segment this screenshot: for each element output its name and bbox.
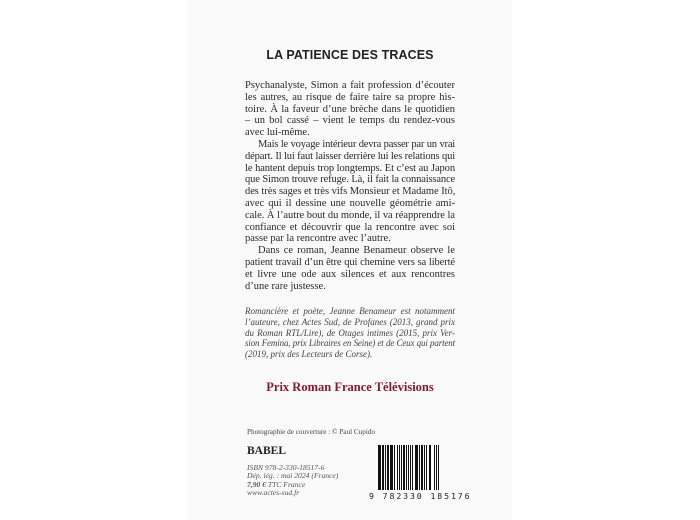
bio-line: Romancière et poète, Jeanne Benameur est notamment: [245, 306, 455, 316]
barcode-bar: [439, 445, 440, 490]
publisher-logo: BABEL: [247, 445, 286, 457]
paragraph-1: [245, 80, 455, 139]
text-line: avec qui il dessine une nouvelle géométrie ami-: [245, 197, 455, 209]
price: 7,90 €: [247, 479, 266, 489]
text-line: Mais le voyage intérieur devra passer par un vrai: [258, 138, 455, 150]
text-line: confiance et découvrir que la rencontre avec soi: [245, 221, 455, 233]
text-line: passe par la rencontre avec l’autre.: [245, 233, 391, 245]
text-line: le hantent depuis trop longtemps. Et c’est au Japon: [245, 162, 455, 174]
text-line: avec lui-même.: [245, 127, 310, 139]
legal-deposit: Dép. lég. : mai 2024 (France): [247, 471, 339, 481]
text-line: toire. À la faveur d’une brèche dans le quotidien: [245, 103, 455, 115]
text-line: et livre une ode aux silences et aux rencontres: [245, 268, 455, 280]
book-title: LA PATIENCE DES TRACES: [266, 48, 434, 62]
text-line: patient travail d’un être qui chemine vers sa liberté: [245, 256, 455, 268]
photo-credit: Photographie de couverture : © Paul Cupido: [247, 428, 376, 436]
bio-line: du Roman RTL/Lire), de Otages intimes (2015, prix Ver-: [245, 327, 455, 338]
publication-info: [247, 464, 338, 497]
blurb: [245, 80, 455, 292]
text-line: des très sages et très vifs Monsieur et Madame Itô,: [245, 186, 456, 198]
text-line: les autres, au risque de faire taire sa propre his-: [245, 91, 455, 103]
text-line: cale. À l’autre bout du monde, il va réapprendre la: [245, 209, 455, 221]
bio-line: l’auteure, chez Actes Sud, de Profanes (2013, grand prix: [245, 316, 455, 327]
paragraph-2: [245, 139, 455, 245]
text-line: Psychanalyste, Simon a fait profession d’écouter: [245, 80, 455, 91]
price-suffix: TTC France: [267, 479, 306, 489]
bio-line: (2019, prix des Lecteurs de Corse).: [245, 349, 373, 360]
website: www.actes-sud.fr: [247, 487, 300, 497]
text-line: – un bol cassé – vient le temps du rendez-vous: [245, 115, 455, 127]
text-line: départ. Il lui faut laisser derrière lui les relations qui: [245, 150, 455, 162]
author-bio: [245, 306, 455, 360]
text-line: que Simon trouve refuge. Là, il fait la connaissance: [245, 174, 455, 186]
bio-line: sion Femina, prix Libraires en Seine) et de Ceux qui partent: [245, 338, 455, 349]
barcode: [369, 445, 472, 505]
barcode-bars: [378, 445, 455, 490]
barcode-number: 9 782330 185176: [369, 491, 472, 501]
prize-label: Prix Roman France Télévisions: [266, 380, 434, 394]
isbn: ISBN 978-2-330-18517-6: [247, 463, 325, 472]
text-line: d’une rare justesse.: [245, 280, 326, 292]
text-line: Dans ce roman, Jeanne Benameur observe le: [258, 245, 455, 257]
paragraph-3: [245, 245, 455, 292]
